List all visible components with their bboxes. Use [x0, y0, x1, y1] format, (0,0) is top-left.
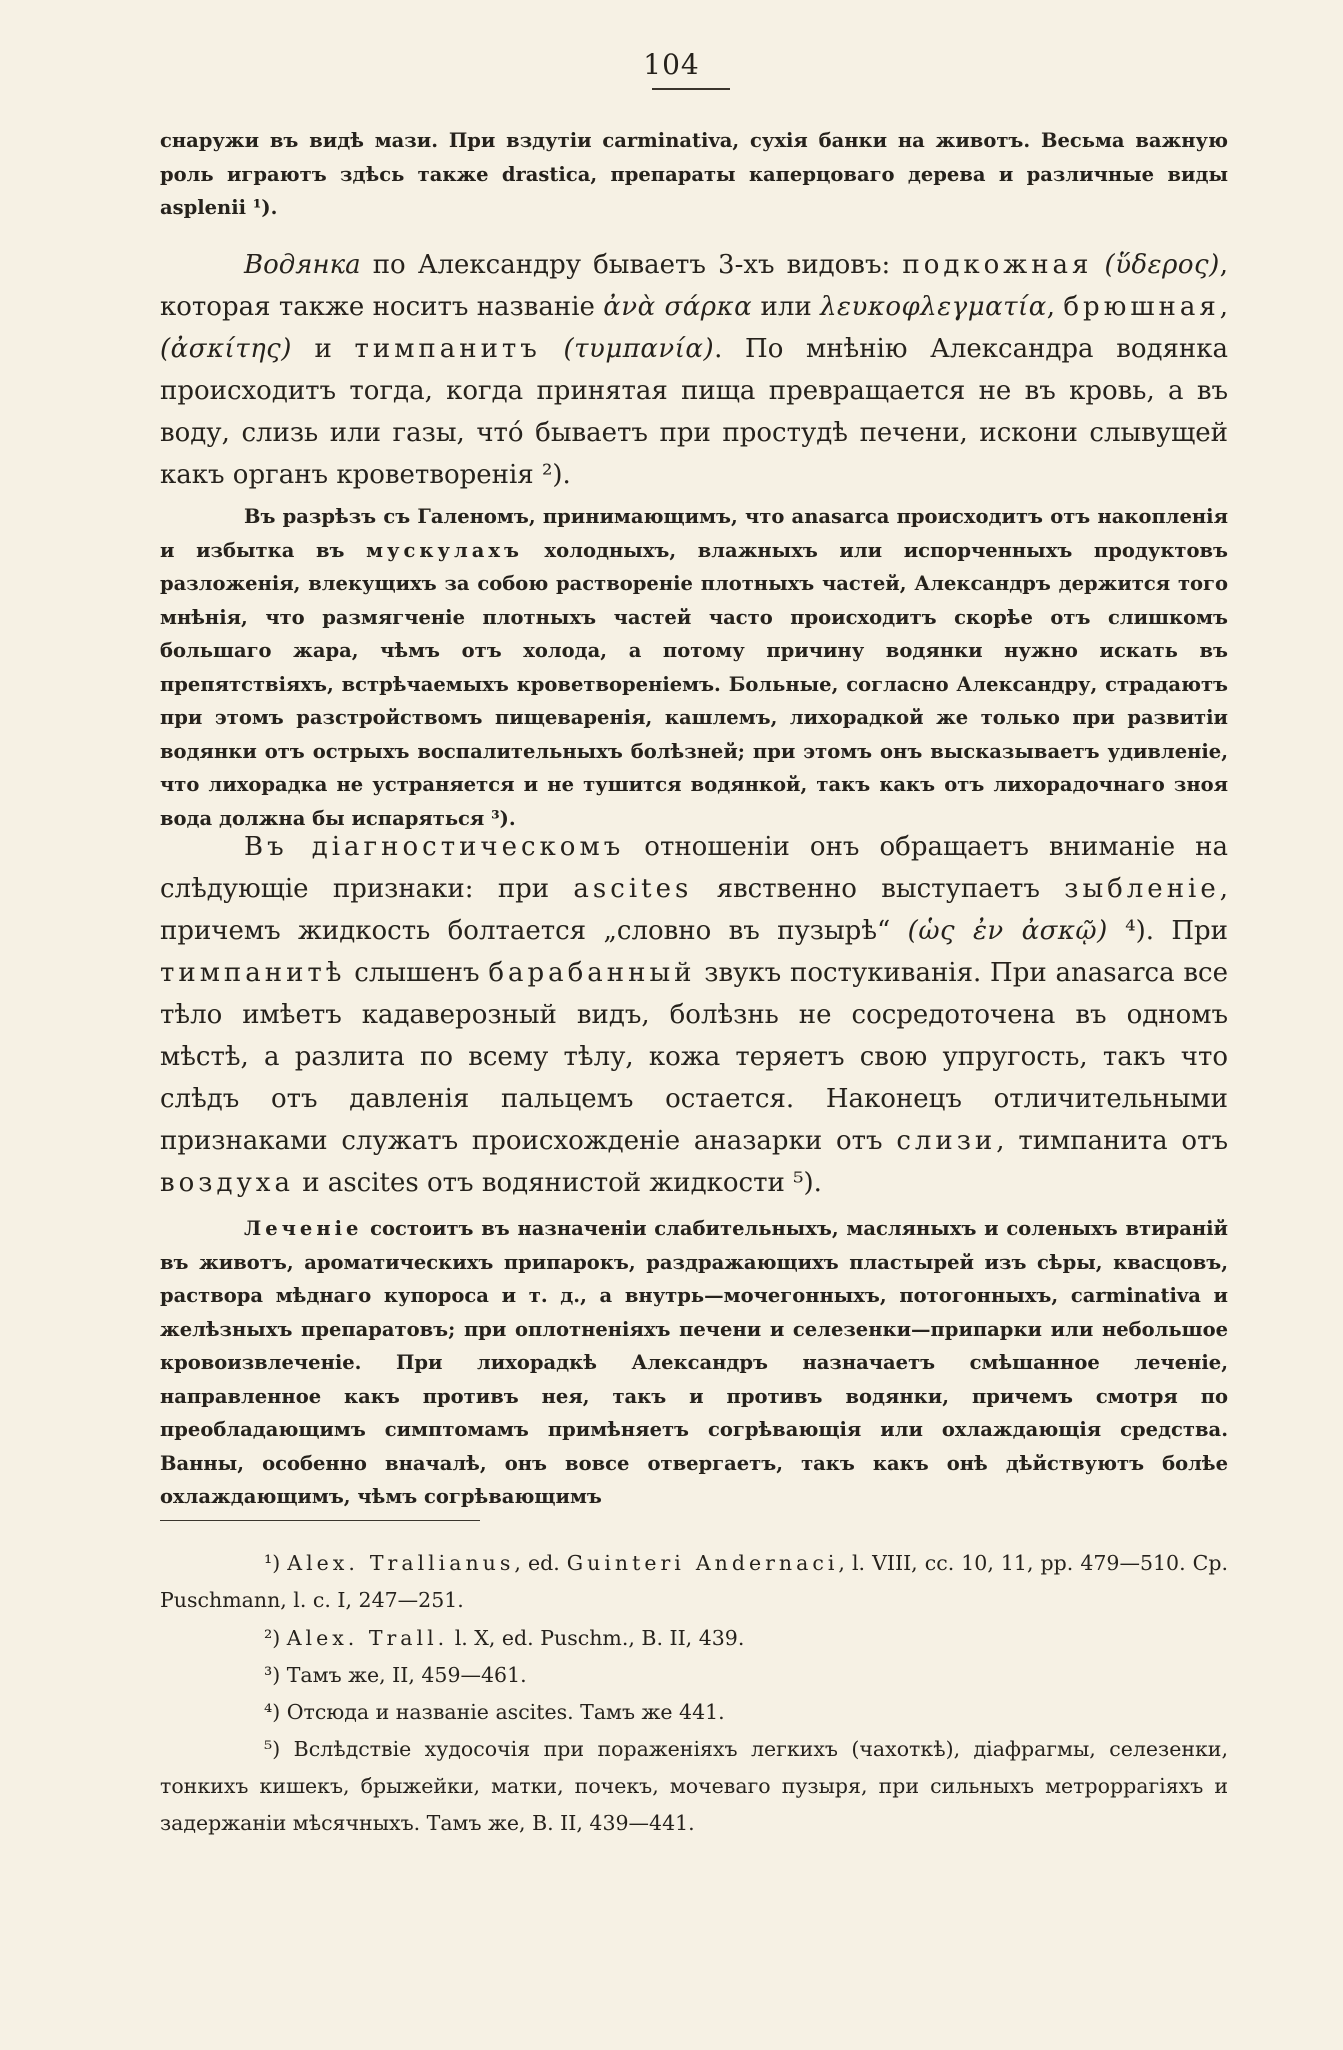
- greek-leukophlegmatia: λευκοφλεγματία: [820, 292, 1047, 322]
- footnote-5-text: ⁵) Вслѣдствіе худосочія при пораженіяхъ легкихъ (чахоткѣ), діафрагмы, селезенки, тонкихъ кишекъ, брыжейки, матки, почекъ, мочеваго пузыря, при сильныхъ метроррагіяхъ и задержаніи мѣсячныхъ. Тамъ же, B. II, 439—441.: [160, 1737, 1228, 1835]
- term-treatment: Леченіе: [244, 1217, 363, 1240]
- diag-text-8: и ascites отъ водянистой жидкости ⁵).: [293, 1168, 822, 1198]
- term-dropsy: Водянка: [244, 250, 361, 280]
- footnote-3: [160, 1657, 1228, 1694]
- term-fluctuation: зыбленіе: [1064, 874, 1220, 904]
- diag-text-1: отношеніи онъ обращаетъ вниманіе на слѣдующіе признаки: при: [160, 832, 1228, 904]
- page-number-rule: [652, 88, 730, 90]
- footnote-3-text: ³) Тамъ же, II, 459—461.: [264, 1663, 527, 1687]
- footnote-5: [160, 1731, 1228, 1842]
- dropsy-text-3: или: [752, 292, 821, 322]
- footnote-2-author: Alex. Trall.: [286, 1626, 449, 1650]
- paragraph-galen: [160, 500, 1228, 835]
- paragraph-treatment: [160, 1212, 1228, 1514]
- footnote-1-text-1: , ed.: [514, 1551, 567, 1575]
- term-muscles: мускулахъ: [366, 538, 523, 562]
- term-tympanites: тимпанитъ: [354, 334, 541, 364]
- footnote-rule: [160, 1520, 480, 1521]
- term-ascites: ascites: [573, 874, 693, 904]
- footnote-2: [160, 1620, 1228, 1657]
- diag-text-4: ⁴). При: [1107, 916, 1228, 946]
- galen-text-1: Въ разрѣзъ съ Галеномъ, принимающимъ, что anasarca происходитъ отъ накопленія и избытка въ: [160, 505, 1228, 562]
- dropsy-text-1: по Александру бываетъ 3-хъ видовъ:: [360, 250, 903, 280]
- term-mucus: слизи: [896, 1126, 997, 1156]
- paragraph-dropsy-types: [160, 244, 1228, 496]
- diag-text-7: , тимпанита отъ: [996, 1126, 1228, 1156]
- galen-text-2: холодныхъ, влажныхъ или испорченныхъ продуктовъ разложенія, влекущихъ за собою раствореніе плотныхъ частей, Александръ держится того мнѣнія, что размягченіе плотныхъ частей часто происходитъ скорѣе отъ слишкомъ большаго жара, чѣмъ отъ холода, а потому причину водянки нужно искать въ препятствіяхъ, встрѣчаемыхъ кроветвореніемъ. Больные, согласно Александру, страдаютъ при этомъ разстройствомъ пищеваренія, кашлемъ, лихорадкой же только при развитіи водянки отъ острыхъ воспалительныхъ болѣзней; при этомъ онъ высказываетъ удивленіе, что лихорадка не устраняется и не тушится водянкой, такъ какъ отъ лихорадочнаго зноя вода должна бы испаряться ³).: [160, 538, 1229, 830]
- diag-text-6: звукъ постукиванія. При anasarca все тѣло имѣетъ кадаверозный видъ, болѣзнь не сосредоточена въ одномъ мѣстѣ, а разлита по всему тѣлу, кожа теряетъ свою упругость, такъ что слѣдъ отъ давленія пальцемъ остается. Наконецъ отличительными признаками служатъ происхожденіе аназарки отъ: [160, 958, 1228, 1156]
- footnote-1: [160, 1545, 1228, 1619]
- dropsy-text-5: ,: [1219, 292, 1229, 322]
- footnote-2-mark: ²): [264, 1626, 281, 1650]
- greek-hyderos: (ὕδερος): [1104, 250, 1220, 280]
- greek-tympania: (τυμπανία): [563, 334, 715, 364]
- diag-text-3: , причемъ жидкость болтается „словно въ пузырѣ“: [160, 874, 1228, 946]
- paragraph-continued-text: снаружи въ видѣ мази. При вздутіи carminativa, сухія банки на животъ. Весьма важную роль играютъ здѣсь также drastica, препараты каперцоваго дерева и различные виды asplenii ¹).: [160, 129, 1228, 219]
- footnote-1-editor: Guinteri Andernaci: [566, 1551, 839, 1575]
- footnote-1-author: Alex. Trallianus: [287, 1551, 515, 1575]
- greek-ana-sarka: ἀνὰ σάρκα: [603, 292, 753, 322]
- paragraph-continued: [160, 124, 1228, 225]
- footnote-2-text: l. X, ed. Puschm., B. II, 439.: [448, 1626, 745, 1650]
- dropsy-text-6: и: [291, 334, 355, 364]
- dropsy-text-8: . По мнѣнію Александра водянка происходитъ тогда, когда принятая пища превращается не въ кровь, а въ воду, слизь или газы, что́ бываетъ при простудѣ печени, искони слывущей какъ органъ кроветворенія ²).: [160, 334, 1228, 490]
- dropsy-text-7: [541, 334, 564, 364]
- term-subcutaneous: подкожная: [902, 250, 1093, 280]
- term-tympanites-loc: тимпанитѣ: [160, 958, 346, 988]
- paragraph-diagnostics: [160, 826, 1228, 1204]
- diag-text-2: явственно выступаетъ: [692, 874, 1065, 904]
- greek-askites: (ἀσκίτης): [160, 334, 292, 364]
- page-number: 104: [643, 48, 700, 81]
- greek-hos-en-asko: (ὡς ἐν ἀσκῷ): [907, 916, 1108, 946]
- footnote-4: [160, 1694, 1228, 1731]
- footnote-4-text: ⁴) Отсюда и названіе ascites. Тамъ же 441.: [264, 1700, 725, 1724]
- dropsy-text-2: , которая также носитъ названіе: [160, 250, 1229, 322]
- treat-text-1: состоитъ въ назначеніи слабительныхъ, масляныхъ и соленыхъ втираній въ животъ, ароматическихъ припарокъ, раздражающихъ пластырей изъ сѣры, квасцовъ, раствора мѣднаго купороса и т. д., а внутрь—мочегонныхъ, потогонныхъ, carminativa и желѣзныхъ препаратовъ; при оплотненіяхъ печени и селезенки—припарки или небольшое кровоизвлеченіе. При лихорадкѣ Александръ назначаетъ смѣшанное леченіе, направленное какъ противъ нея, такъ и противъ водянки, причемъ смотря по преобладающимъ симптомамъ примѣняетъ согрѣвающія или охлаждающія средства. Ванны, особенно вначалѣ, онъ вовсе отвергаетъ, такъ какъ онѣ дѣйствуютъ болѣе охлаждающимъ, чѣмъ согрѣвающимъ: [160, 1217, 1228, 1508]
- footnote-1-mark: ¹): [264, 1551, 281, 1575]
- term-drum: барабанный: [488, 958, 696, 988]
- term-abdominal: брюшная: [1063, 292, 1220, 322]
- term-diagnostic: Въ діагностическомъ: [244, 832, 625, 862]
- dropsy-text-4: ,: [1046, 292, 1064, 322]
- footnote-1-text-2: , l. VIII, cc. 10, 11, pp. 479—510. Cp. Puschmann, l. c. I, 247—251.: [160, 1551, 1228, 1612]
- term-air: воздуха: [160, 1168, 294, 1198]
- diag-text-5: слышенъ: [345, 958, 489, 988]
